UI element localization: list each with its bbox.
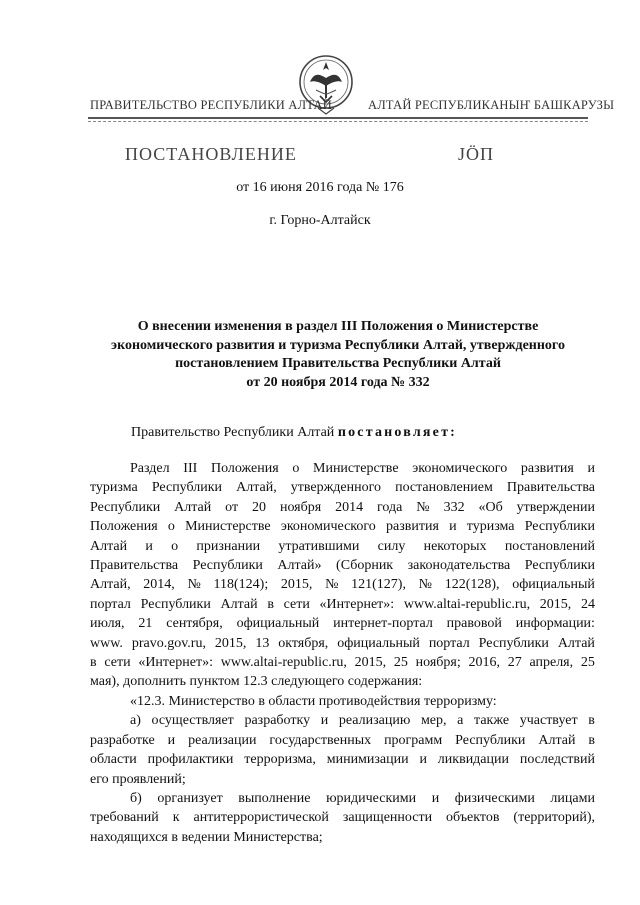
body-line-text: «12.3. Министерство в области противодействия терроризму: — [130, 693, 497, 709]
body-word: б) — [130, 790, 142, 806]
body-line — [90, 498, 595, 517]
body-word: 2015, — [539, 596, 572, 612]
body-line — [90, 672, 595, 691]
body-word: 2015, — [354, 655, 387, 671]
body-line — [90, 614, 595, 633]
body-word: Министерстве — [313, 461, 399, 476]
body-line — [90, 653, 595, 672]
body-word: № — [325, 577, 339, 593]
body-word: постановлением — [395, 480, 493, 496]
body-word: туризма — [90, 480, 138, 496]
body-word: Алтай — [174, 499, 212, 515]
body-word: туризма — [466, 519, 515, 535]
body-word: последствий — [519, 752, 595, 768]
body-word: утверждении — [516, 499, 595, 515]
body-line — [90, 750, 595, 769]
body-word: III — [183, 461, 198, 476]
body-word: № — [418, 577, 433, 593]
body-line-text: мая), дополнить пунктом 12.3 следующего содержания: — [90, 674, 423, 690]
body-word: лицами — [550, 790, 595, 806]
body-word: от — [225, 499, 239, 515]
body-word: в — [588, 713, 595, 729]
body-word: объектов — [446, 810, 500, 826]
body-word: Министерстве — [185, 519, 271, 535]
body-word: 27 — [507, 655, 522, 671]
body-word: № — [187, 577, 201, 593]
body-word: 25 — [580, 655, 595, 671]
body-word: официальный — [337, 635, 420, 651]
body-word: официальный — [236, 616, 320, 632]
body-word: также — [474, 713, 510, 729]
body-word: экономического — [412, 461, 508, 476]
body-word: защищенности — [342, 810, 433, 826]
body-word: сети — [104, 655, 131, 671]
body-word: Республики — [524, 558, 595, 574]
body-word: правовой — [446, 616, 502, 632]
body-word: Раздел — [130, 461, 170, 476]
body-word: силу — [377, 538, 406, 554]
body-word: «Интернет»: — [138, 655, 213, 671]
body-word: и — [419, 752, 427, 768]
body-word: www. — [90, 635, 123, 651]
body-word: Алтай, — [90, 577, 131, 593]
body-word: 122(128), — [444, 577, 500, 593]
body-word: а) — [130, 713, 141, 729]
body-word: профилактики — [147, 752, 234, 768]
body-word: 13 — [255, 635, 270, 651]
body-word: 2015, — [214, 635, 247, 651]
body-word: осуществляет — [151, 713, 234, 729]
body-word: портал — [90, 596, 131, 612]
body-word: и — [431, 790, 440, 806]
document-type-russian: ПОСТАНОВЛЕНИЕ — [125, 144, 297, 164]
body-word: и — [167, 732, 176, 748]
body-word: ноября; — [415, 655, 461, 671]
body-word: о — [167, 519, 175, 535]
title-line: постановлением Правительства Республики Алтай — [175, 356, 501, 371]
body-word: 20 — [252, 499, 267, 515]
document-date-number: от 16 июня 2016 года № 176 — [236, 180, 404, 195]
body-word: экономического — [280, 519, 376, 535]
body-word: интернет-портал — [333, 616, 433, 632]
body-word: www.altai-republic.ru, — [220, 655, 347, 671]
government-name-russian: ПРАВИТЕЛЬСТВО РЕСПУБЛИКИ АЛТАЙ — [90, 98, 332, 112]
body-word: года — [377, 499, 403, 515]
body-word: реализации — [188, 732, 257, 748]
body-word: некоторых — [423, 538, 487, 554]
body-word: мер, — [420, 713, 447, 729]
body-line — [90, 692, 595, 711]
body-word: антитеррористической — [193, 810, 329, 826]
body-word: утратившими — [278, 538, 360, 554]
body-line — [90, 808, 595, 827]
body-line-text: его проявлений; — [90, 771, 186, 787]
body-line-text: находящихся в ведении Министерства; — [90, 829, 323, 845]
document-city: г. Горно-Алтайск — [269, 213, 371, 228]
body-word: Алтай» — [277, 558, 322, 574]
body-line — [90, 634, 595, 653]
body-word: выполнение — [238, 790, 311, 806]
body-word: 332 — [443, 499, 465, 515]
body-word: в — [267, 596, 274, 612]
body-line — [90, 731, 595, 750]
body-word: к — [172, 810, 180, 826]
preamble — [131, 425, 457, 441]
body-word: 2014 — [335, 499, 364, 515]
body-word: организует — [157, 790, 223, 806]
body-word: и — [320, 713, 329, 729]
body-line — [90, 789, 595, 808]
body-word: «Интернет»: — [319, 596, 395, 612]
body-word: портал — [428, 635, 470, 651]
header-divider-thin — [88, 121, 588, 122]
body-word: и — [587, 461, 595, 476]
header-divider — [88, 117, 588, 119]
body-word: апреля, — [529, 655, 574, 671]
body-line — [90, 517, 595, 536]
body-word: Республики — [524, 519, 595, 535]
body-word: Алтай — [557, 635, 595, 651]
body-word: признании — [196, 538, 261, 554]
body-word: развития — [520, 461, 574, 476]
preamble-lead: Правительство Республики Алтай — [131, 425, 338, 440]
body-word: 2015, — [280, 577, 313, 593]
body-word: Алтай — [538, 732, 576, 748]
body-word: pravo.gov.ru, — [131, 635, 206, 651]
body-line — [90, 556, 595, 575]
body-word: разработку — [244, 713, 311, 729]
body-line — [90, 595, 595, 614]
body-word: Положения — [90, 519, 158, 535]
body-word: развития — [385, 519, 439, 535]
body-word: www.altai-republic.ru, — [403, 596, 531, 612]
body-word: 25 — [393, 655, 408, 671]
body-word: постановлений — [504, 538, 595, 554]
body-word: реализацию — [338, 713, 411, 729]
body-word: Положения — [210, 461, 279, 476]
body-word: июля, — [90, 616, 125, 632]
body-word: № — [416, 499, 430, 515]
body-line — [90, 459, 595, 478]
body-word: официальный — [512, 577, 595, 593]
government-name-altai: АЛТАЙ РЕСПУБЛИКАНЫҤ БАШКАРУЗЫ — [368, 98, 615, 112]
title-line: экономического развития и туризма Республики Алтай, утвержденного — [111, 337, 565, 353]
body-word: участвует — [519, 713, 578, 729]
body-word: требований — [90, 810, 159, 826]
body-word: Республики — [140, 596, 211, 612]
body-word: 21 — [138, 616, 153, 632]
body-word: физическими — [454, 790, 535, 806]
body-word: Республики — [478, 635, 549, 651]
document-body — [90, 459, 595, 847]
body-word: области — [90, 752, 137, 768]
body-word: 121(127), — [351, 577, 406, 593]
body-word: октября, — [278, 635, 329, 651]
body-word: Алтай — [220, 596, 258, 612]
preamble-verb: постановляет: — [337, 425, 458, 440]
body-word: Правительства — [506, 480, 595, 496]
body-word: терроризма, — [244, 752, 316, 768]
body-word: Республики — [192, 558, 263, 574]
body-word: государственных — [269, 732, 372, 748]
body-word: Республики — [151, 480, 223, 496]
body-word: 24 — [580, 596, 595, 612]
body-word: в — [588, 732, 595, 748]
body-word: ноября — [279, 499, 322, 515]
title-line: О внесении изменения в раздел III Положения о Министерстве — [137, 319, 539, 334]
body-word: сентября, — [166, 616, 223, 632]
body-word: о — [171, 538, 179, 554]
body-word: 2016, — [468, 655, 500, 671]
body-word: программ — [384, 732, 443, 748]
body-word: «Об — [478, 499, 503, 515]
body-word: 118(124); — [213, 577, 269, 593]
body-word: 2014, — [143, 577, 175, 593]
body-word: Алтай — [90, 538, 128, 554]
body-word: и — [449, 519, 457, 535]
body-word: (Сборник — [336, 558, 394, 574]
body-line — [90, 537, 595, 556]
body-word: разработке — [90, 732, 155, 748]
body-word: утвержденного — [290, 480, 382, 496]
body-word: (территорий), — [513, 810, 595, 826]
document-title — [88, 318, 588, 392]
body-word: сети — [283, 596, 310, 612]
title-line: от 20 ноября 2014 года № 332 — [246, 374, 430, 390]
body-line — [90, 711, 595, 730]
body-word: Правительства — [90, 558, 179, 574]
body-word: минимизации — [326, 752, 409, 768]
body-word: Алтай, — [236, 480, 277, 496]
body-word: информации: — [515, 616, 595, 632]
body-word: а — [457, 713, 464, 729]
body-line — [90, 828, 595, 847]
body-word: Республики — [455, 732, 526, 748]
body-line — [90, 575, 595, 594]
body-word: юридическими — [326, 790, 417, 806]
body-word: о — [292, 461, 300, 476]
body-line — [90, 770, 595, 789]
body-word: и — [145, 538, 153, 554]
body-word: ликвидации — [437, 752, 509, 768]
body-line — [90, 478, 595, 497]
body-word: в — [90, 655, 97, 671]
body-word: законодательства — [407, 558, 511, 574]
body-word: Республики — [90, 499, 161, 515]
document-type-altai: JÖП — [458, 144, 495, 164]
